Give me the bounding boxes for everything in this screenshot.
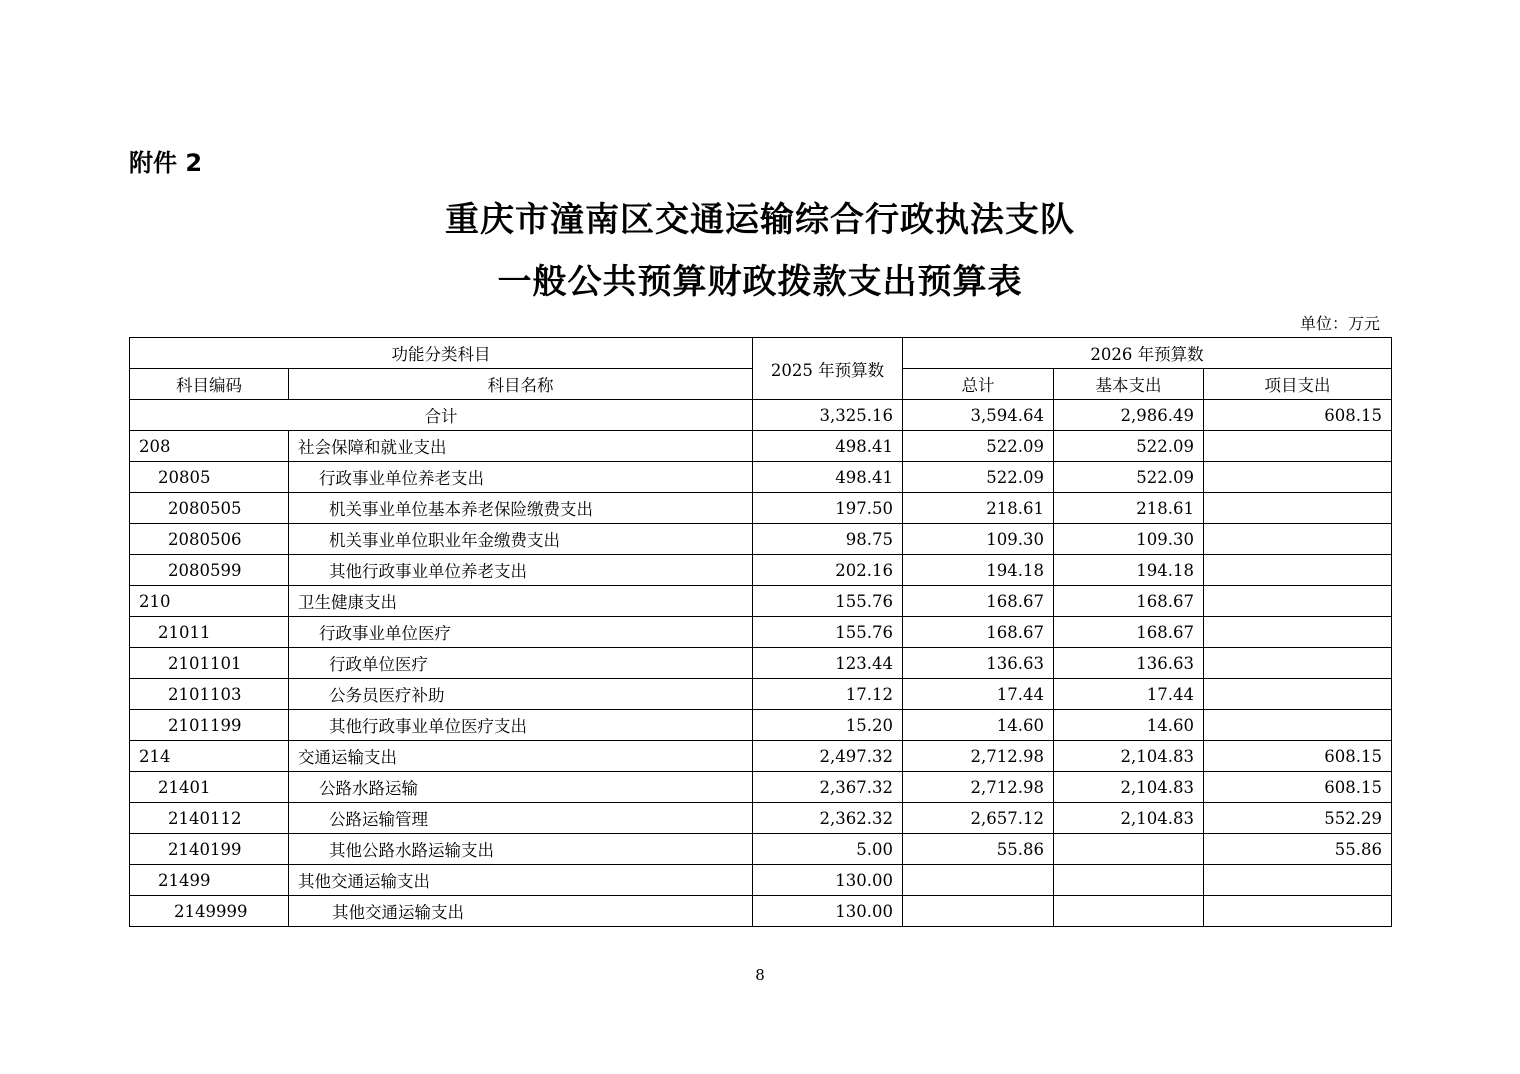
row-b2025: 202.16	[753, 555, 903, 586]
table-row	[130, 834, 1392, 865]
total-b2025: 3,325.16	[753, 400, 903, 431]
row-basic: 218.61	[1054, 493, 1204, 524]
row-b2025: 197.50	[753, 493, 903, 524]
total-row	[130, 400, 1392, 431]
row-basic: 168.67	[1054, 617, 1204, 648]
row-b2025: 498.41	[753, 431, 903, 462]
header-total: 总计	[903, 369, 1054, 400]
table-row	[130, 431, 1392, 462]
row-total: 522.09	[903, 431, 1054, 462]
row-code: 2140199	[130, 834, 289, 865]
row-project	[1204, 524, 1392, 555]
table-row	[130, 710, 1392, 741]
row-b2025: 123.44	[753, 648, 903, 679]
row-b2025: 2,362.32	[753, 803, 903, 834]
row-code: 2101199	[130, 710, 289, 741]
row-project	[1204, 586, 1392, 617]
table-row	[130, 741, 1392, 772]
table-row	[130, 524, 1392, 555]
row-code: 21011	[130, 617, 289, 648]
row-code: 210	[130, 586, 289, 617]
row-code: 2101103	[130, 679, 289, 710]
row-b2025: 5.00	[753, 834, 903, 865]
header-project: 项目支出	[1204, 369, 1392, 400]
total-label: 合计	[130, 400, 753, 431]
row-code: 2080599	[130, 555, 289, 586]
row-project	[1204, 431, 1392, 462]
row-b2025: 98.75	[753, 524, 903, 555]
table-row	[130, 865, 1392, 896]
row-b2025: 15.20	[753, 710, 903, 741]
row-basic: 14.60	[1054, 710, 1204, 741]
row-project	[1204, 865, 1392, 896]
header-basic: 基本支出	[1054, 369, 1204, 400]
row-basic: 2,104.83	[1054, 803, 1204, 834]
row-b2025: 2,367.32	[753, 772, 903, 803]
row-total	[903, 865, 1054, 896]
header-budget-2026: 2026 年预算数	[903, 338, 1392, 369]
row-name: 行政单位医疗	[289, 648, 753, 679]
row-code: 20805	[130, 462, 289, 493]
row-b2025: 498.41	[753, 462, 903, 493]
row-name: 公务员医疗补助	[289, 679, 753, 710]
row-total: 109.30	[903, 524, 1054, 555]
budget-table	[129, 337, 1392, 927]
table-row	[130, 772, 1392, 803]
total-project: 608.15	[1204, 400, 1392, 431]
table-row	[130, 493, 1392, 524]
row-total	[903, 896, 1054, 927]
page-number: 8	[755, 966, 765, 984]
header-functional-category: 功能分类科目	[130, 338, 753, 369]
table-row	[130, 617, 1392, 648]
row-basic: 136.63	[1054, 648, 1204, 679]
row-total: 2,712.98	[903, 741, 1054, 772]
header-code: 科目编码	[130, 369, 289, 400]
row-name: 行政事业单位养老支出	[289, 462, 753, 493]
table-row	[130, 648, 1392, 679]
table-row	[130, 586, 1392, 617]
row-total: 194.18	[903, 555, 1054, 586]
row-project: 55.86	[1204, 834, 1392, 865]
row-name: 社会保障和就业支出	[289, 431, 753, 462]
row-project	[1204, 896, 1392, 927]
row-code: 2140112	[130, 803, 289, 834]
row-name: 机关事业单位职业年金缴费支出	[289, 524, 753, 555]
row-name: 公路水路运输	[289, 772, 753, 803]
row-name: 其他公路水路运输支出	[289, 834, 753, 865]
table-row	[130, 555, 1392, 586]
row-basic: 168.67	[1054, 586, 1204, 617]
row-basic: 522.09	[1054, 462, 1204, 493]
row-project	[1204, 710, 1392, 741]
row-code: 2101101	[130, 648, 289, 679]
total-basic: 2,986.49	[1054, 400, 1204, 431]
row-code: 21499	[130, 865, 289, 896]
row-basic: 2,104.83	[1054, 772, 1204, 803]
row-project	[1204, 679, 1392, 710]
row-project: 552.29	[1204, 803, 1392, 834]
row-total: 14.60	[903, 710, 1054, 741]
row-project	[1204, 462, 1392, 493]
row-basic	[1054, 865, 1204, 896]
row-basic	[1054, 834, 1204, 865]
row-code: 2080506	[130, 524, 289, 555]
document-title-line2: 一般公共预算财政拨款支出预算表	[497, 262, 1023, 302]
row-basic: 17.44	[1054, 679, 1204, 710]
row-code: 214	[130, 741, 289, 772]
row-code: 21401	[130, 772, 289, 803]
row-total: 17.44	[903, 679, 1054, 710]
row-basic: 2,104.83	[1054, 741, 1204, 772]
row-code: 208	[130, 431, 289, 462]
row-b2025: 155.76	[753, 617, 903, 648]
row-total: 2,712.98	[903, 772, 1054, 803]
row-name: 行政事业单位医疗	[289, 617, 753, 648]
row-b2025: 130.00	[753, 896, 903, 927]
document-title-line1: 重庆市潼南区交通运输综合行政执法支队	[445, 200, 1075, 240]
row-name: 其他行政事业单位养老支出	[289, 555, 753, 586]
row-name: 交通运输支出	[289, 741, 753, 772]
row-name: 机关事业单位基本养老保险缴费支出	[289, 493, 753, 524]
unit-label: 单位：万元	[1299, 314, 1380, 333]
row-name: 其他交通运输支出	[289, 896, 753, 927]
row-total: 2,657.12	[903, 803, 1054, 834]
table-row	[130, 803, 1392, 834]
row-basic	[1054, 896, 1204, 927]
header-row-1	[130, 338, 1392, 369]
row-total: 522.09	[903, 462, 1054, 493]
header-name: 科目名称	[289, 369, 753, 400]
row-name: 公路运输管理	[289, 803, 753, 834]
attachment-label: 附件 2	[129, 149, 203, 177]
row-b2025: 155.76	[753, 586, 903, 617]
row-project: 608.15	[1204, 772, 1392, 803]
row-total: 55.86	[903, 834, 1054, 865]
row-basic: 109.30	[1054, 524, 1204, 555]
row-project	[1204, 617, 1392, 648]
row-b2025: 17.12	[753, 679, 903, 710]
header-budget-2025: 2025 年预算数	[753, 338, 903, 400]
row-total: 218.61	[903, 493, 1054, 524]
row-total: 168.67	[903, 617, 1054, 648]
row-total: 136.63	[903, 648, 1054, 679]
row-project: 608.15	[1204, 741, 1392, 772]
row-name: 卫生健康支出	[289, 586, 753, 617]
table-row	[130, 896, 1392, 927]
row-name: 其他交通运输支出	[289, 865, 753, 896]
row-b2025: 2,497.32	[753, 741, 903, 772]
total-total: 3,594.64	[903, 400, 1054, 431]
row-basic: 194.18	[1054, 555, 1204, 586]
row-total: 168.67	[903, 586, 1054, 617]
table-row	[130, 679, 1392, 710]
row-basic: 522.09	[1054, 431, 1204, 462]
row-code: 2080505	[130, 493, 289, 524]
row-code: 2149999	[130, 896, 289, 927]
row-project	[1204, 555, 1392, 586]
table-row	[130, 462, 1392, 493]
row-project	[1204, 493, 1392, 524]
row-name: 其他行政事业单位医疗支出	[289, 710, 753, 741]
row-b2025: 130.00	[753, 865, 903, 896]
row-project	[1204, 648, 1392, 679]
